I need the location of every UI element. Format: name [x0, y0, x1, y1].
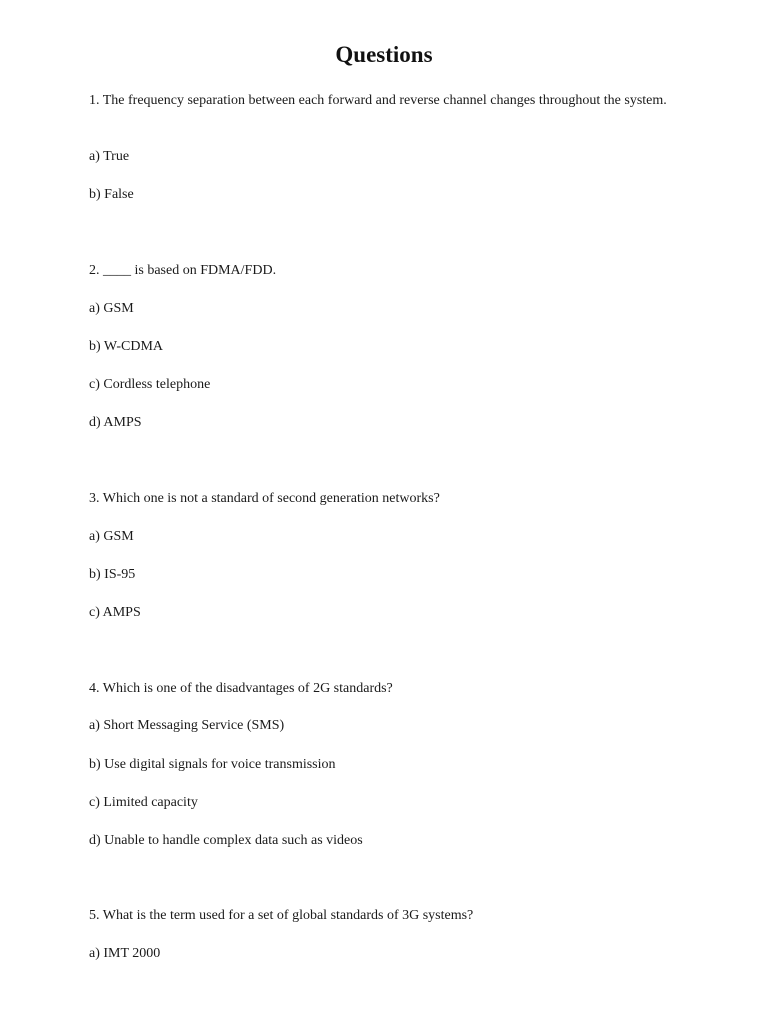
question-1-option-a: a) True [89, 149, 130, 164]
page-title: Questions [335, 42, 433, 67]
question-4-text: 4. Which is one of the disadvantages of 2G standards? [89, 681, 393, 696]
question-2-option-a: a) GSM [89, 301, 134, 316]
question-4-option-b: b) Use digital signals for voice transmission [89, 757, 336, 772]
question-1-option-b: b) False [89, 187, 134, 202]
question-4-option-a: a) Short Messaging Service (SMS) [89, 718, 285, 733]
question-3-option-a: a) GSM [89, 529, 134, 544]
question-2-option-b: b) W-CDMA [89, 339, 164, 354]
question-2-text: 2. ____ is based on FDMA/FDD. [89, 263, 277, 278]
question-3-text: 3. Which one is not a standard of second generation networks? [89, 491, 440, 506]
question-5-text: 5. What is the term used for a set of global standards of 3G systems? [89, 908, 474, 923]
question-2-option-d: d) AMPS [89, 415, 142, 430]
question-4-option-c: c) Limited capacity [89, 795, 198, 810]
question-4-option-d: d) Unable to handle complex data such as videos [89, 833, 363, 848]
question-2-option-c: c) Cordless telephone [89, 377, 211, 392]
question-5-option-a: a) IMT 2000 [89, 946, 161, 961]
question-3-option-c: c) AMPS [89, 605, 141, 620]
question-1-text: 1. The frequency separation between each forward and reverse channel changes throughout the system. [89, 93, 667, 108]
question-3-option-b: b) IS-95 [89, 567, 136, 582]
